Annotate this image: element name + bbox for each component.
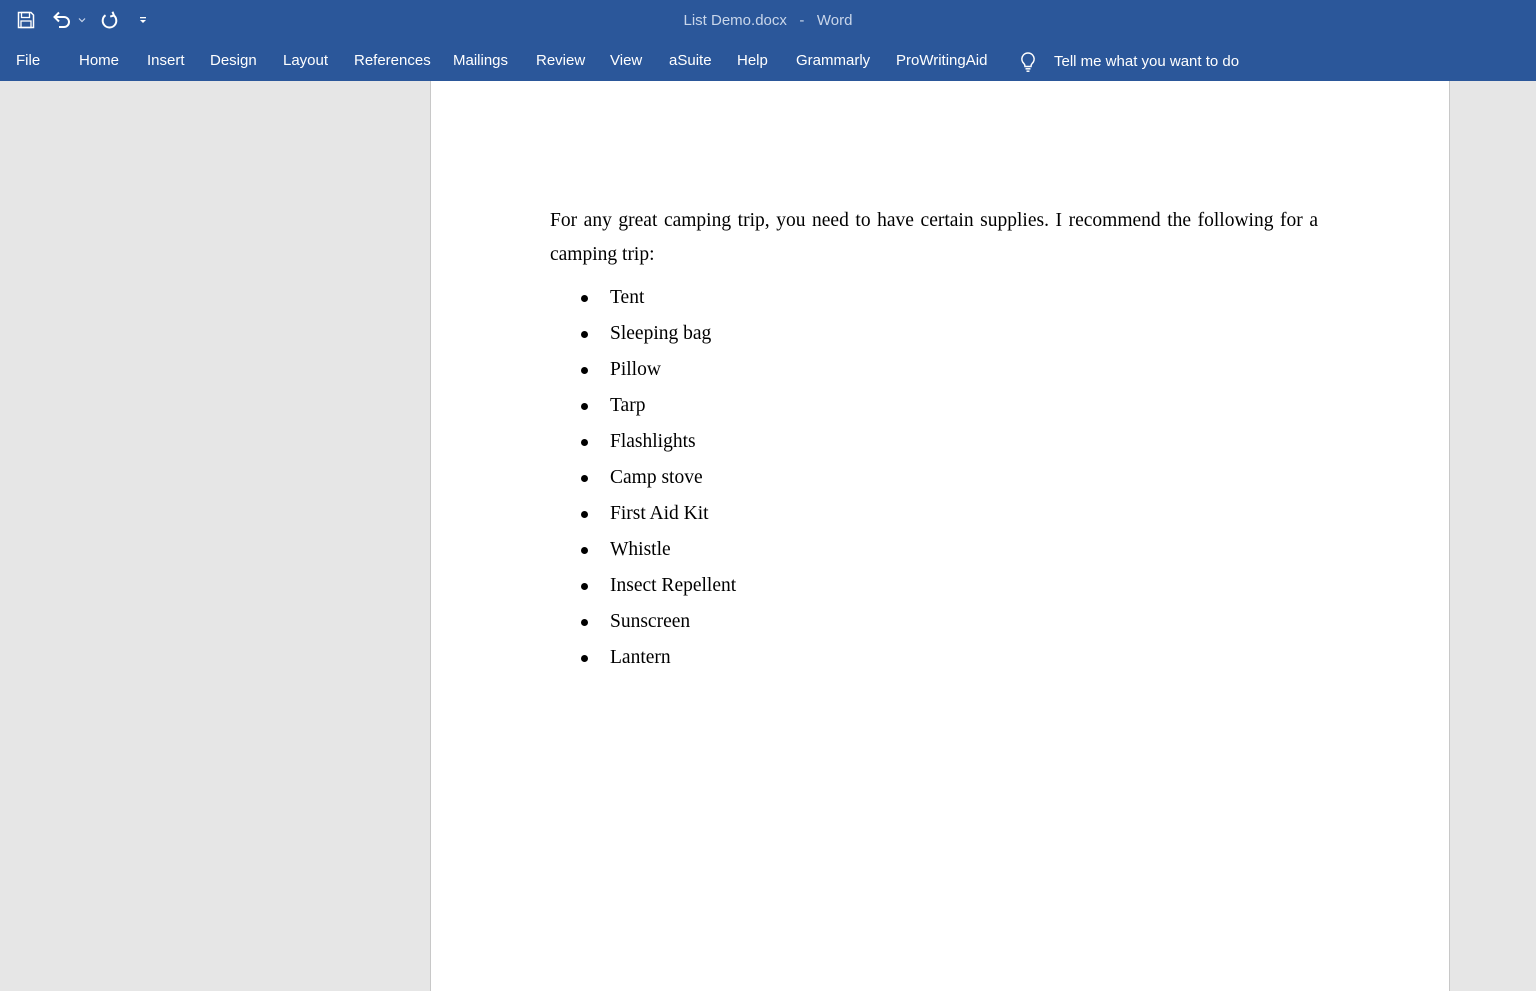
list-item-text: Lantern	[610, 647, 671, 668]
tab-design[interactable]: Design	[210, 52, 257, 69]
customize-qat-icon	[138, 15, 148, 25]
save-icon	[17, 11, 35, 29]
bullet-icon	[581, 511, 588, 518]
list-item-text: First Aid Kit	[610, 503, 709, 524]
tab-view[interactable]: View	[610, 52, 643, 69]
separator-text: -	[799, 12, 805, 29]
title-bar	[0, 0, 1536, 42]
customize-qat-button[interactable]	[136, 8, 150, 32]
tab-home[interactable]: Home	[79, 52, 120, 69]
tab-prowritingaid[interactable]: ProWritingAid	[896, 52, 988, 69]
tab-insert[interactable]: Insert	[147, 52, 185, 69]
lightbulb-icon	[1018, 51, 1038, 73]
bullet-icon	[581, 583, 588, 590]
bullet-icon	[581, 403, 588, 410]
app-name: Word	[816, 12, 853, 29]
tab-file[interactable]: File	[16, 52, 41, 69]
bullet-icon	[581, 331, 588, 338]
tab-mailings[interactable]: Mailings	[453, 52, 509, 69]
undo-icon	[52, 11, 72, 29]
save-button[interactable]	[15, 8, 37, 32]
list-item[interactable]	[550, 462, 1318, 498]
bullet-icon	[581, 547, 588, 554]
list-item-text: Pillow	[610, 359, 661, 380]
list-item[interactable]	[550, 318, 1318, 354]
list-item[interactable]	[550, 426, 1318, 462]
list-item-text: Camp stove	[610, 467, 703, 488]
list-item[interactable]	[550, 282, 1318, 318]
bullet-icon	[581, 655, 588, 662]
list-item[interactable]	[550, 534, 1318, 570]
repeat-icon	[100, 11, 119, 30]
bullet-icon	[581, 619, 588, 626]
undo-dropdown-button[interactable]	[76, 8, 88, 32]
tab-asuite[interactable]: aSuite	[669, 52, 712, 69]
tab-references[interactable]: References	[354, 52, 431, 69]
tell-me-search[interactable]	[1018, 42, 1239, 81]
list-item-text: Flashlights	[610, 431, 696, 452]
undo-button[interactable]	[50, 8, 74, 32]
window-title	[0, 0, 1536, 42]
tab-help[interactable]: Help	[737, 52, 768, 69]
list-item[interactable]	[550, 570, 1318, 606]
bullet-icon	[581, 367, 588, 374]
bullet-icon	[581, 439, 588, 446]
bullet-icon	[581, 475, 588, 482]
list-item-text: Whistle	[610, 539, 671, 560]
tab-review[interactable]: Review	[536, 52, 586, 69]
chevron-down-icon	[78, 17, 86, 23]
list-item[interactable]	[550, 606, 1318, 642]
list-item[interactable]	[550, 354, 1318, 390]
list-item[interactable]	[550, 390, 1318, 426]
list-item-text: Sunscreen	[610, 611, 691, 632]
list-item-text: Insect Repellent	[610, 575, 737, 596]
document-name: List Demo.docx	[683, 12, 787, 29]
title-separator	[791, 12, 813, 29]
list-item[interactable]	[550, 498, 1318, 534]
tab-grammarly[interactable]: Grammarly	[796, 52, 871, 69]
ribbon-tabs	[0, 42, 1536, 81]
list-item-text: Tent	[610, 287, 645, 308]
list-item[interactable]	[550, 642, 1318, 678]
list-item-text: Tarp	[610, 395, 646, 416]
tab-layout[interactable]: Layout	[283, 52, 329, 69]
intro-paragraph[interactable]: For any great camping trip, you need to have certain supplies. I recommend the following for a camping trip:	[550, 210, 1318, 265]
document-page[interactable]	[430, 81, 1450, 991]
bullet-icon	[581, 295, 588, 302]
list-item-text: Sleeping bag	[610, 323, 712, 344]
repeat-button[interactable]	[98, 8, 120, 32]
document-body[interactable]	[550, 204, 1318, 678]
bulleted-list	[550, 282, 1318, 678]
tell-me-label: Tell me what you want to do	[1054, 53, 1240, 70]
